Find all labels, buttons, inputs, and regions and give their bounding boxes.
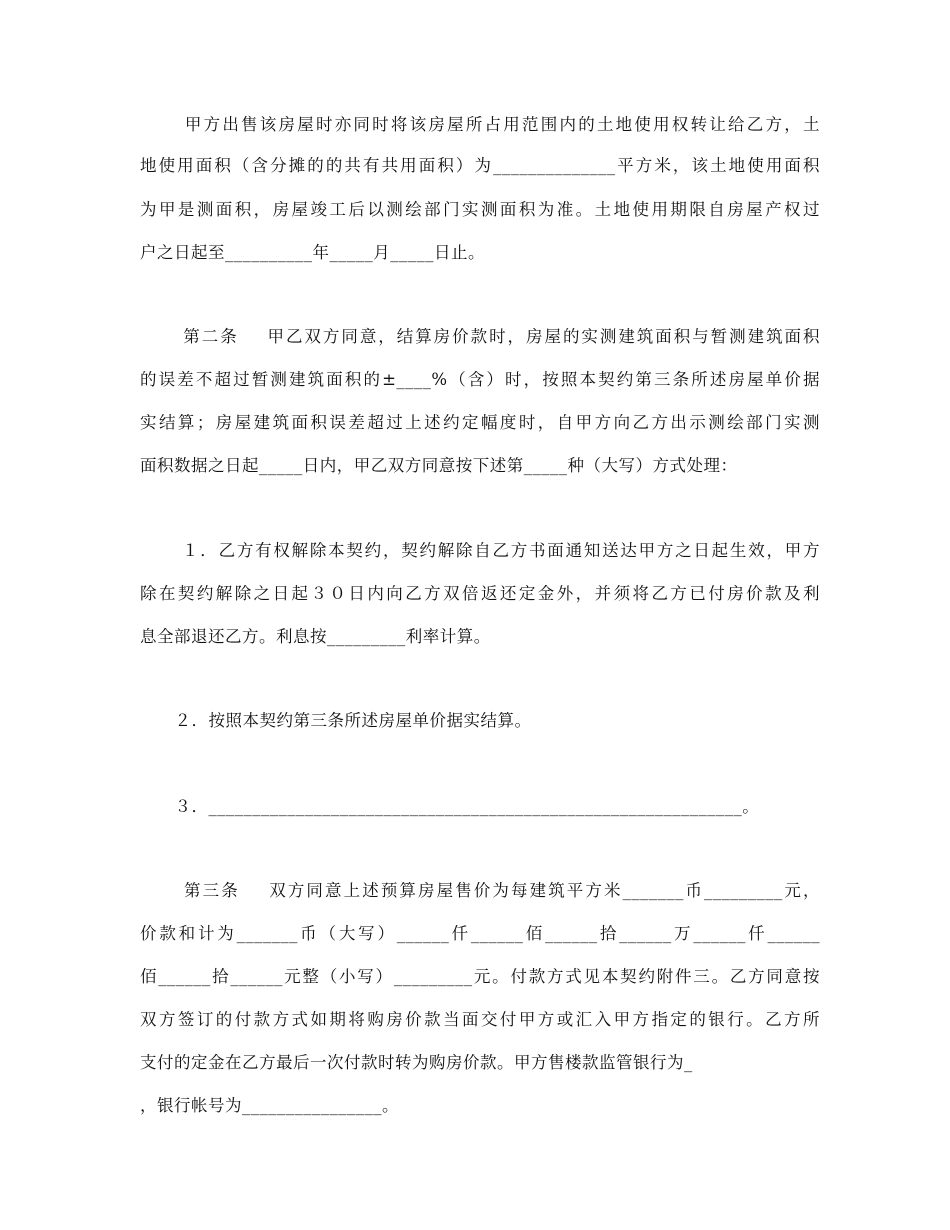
para1-line-1: 甲方出售该房屋时亦同时将该房屋所占用范围内的土地使用权转让给乙方，土 xyxy=(140,115,820,134)
para1-line-3: 为甲是测面积，房屋竣工后以测绘部门实测面积为准。土地使用期限自房屋产权过 xyxy=(140,200,820,219)
item1-line-1: １．乙方有权解除本契约，契约解除自乙方书面通知送达甲方之日起生效，甲方 xyxy=(140,541,820,560)
para1-line-4: 户之日起至__________年_____月_____日止。 xyxy=(140,243,485,262)
item1-line-2: 除在契约解除之日起３０日内向乙方双倍返还定金外，并须将乙方已付房价款及利 xyxy=(140,584,820,603)
article2-line-3: 实结算；房屋建筑面积误差超过上述约定幅度时，自甲方向乙方出示测绘部门实测 xyxy=(140,413,820,432)
item3-line: ３．_____________________________________________________________。 xyxy=(140,797,760,816)
article3-line-1: 第三条 双方同意上述预算房屋售价为每建筑平方米_______币_________元， xyxy=(140,881,820,900)
article3-line-4: 双方签订的付款方式如期将购房价款当面交付甲方或汇入甲方指定的银行。乙方所 xyxy=(140,1010,820,1029)
article3-line-5: 支付的定金在乙方最后一次付款时转为购房价款。甲方售楼款监管银行为_ xyxy=(140,1053,693,1072)
article2-line-2: 的误差不超过暂测建筑面积的±____%（含）时，按照本契约第三条所述房屋单价据 xyxy=(140,370,820,389)
item1-line-3: 息全部退还乙方。利息按_________利率计算。 xyxy=(140,627,491,646)
item2-line: ２．按照本契约第三条所述房屋单价据实结算。 xyxy=(140,711,532,730)
article2-line-4: 面积数据之日起_____日内，甲乙双方同意按下述第_____种（大写）方式处理： xyxy=(140,456,738,475)
article2-line-1: 第二条 甲乙双方同意，结算房价款时，房屋的实测建筑面积与暂测建筑面积 xyxy=(140,327,820,346)
article3-line-3: 佰______拾______元整（小写）_________元。付款方式见本契约附件三。乙方同意按 xyxy=(140,967,820,986)
para1-line-2: 地使用面积（含分摊的的共有共用面积）为______________平方米，该土地使用面积 xyxy=(140,156,820,175)
article3-line-6: ，银行帐号为________________。 xyxy=(140,1096,399,1115)
article3-line-2: 价款和计为_______币（大写）______仟______佰______拾______万______仟______ xyxy=(140,924,820,943)
